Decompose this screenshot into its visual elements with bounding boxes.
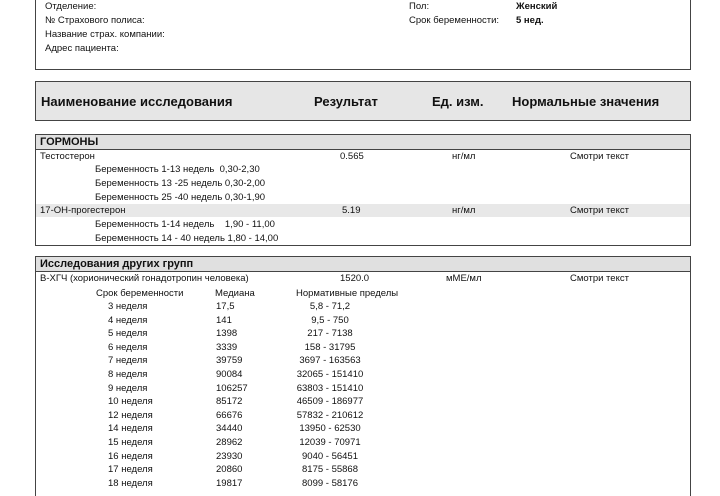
hcg-row-median: 141 — [216, 315, 232, 326]
range-line: Беременность 25 -40 недель 0,30-1,90 — [95, 192, 266, 203]
hcg-row-range: 46509 - 186977 — [296, 396, 364, 407]
hcg-row-range: 5,8 - 71,2 — [309, 301, 351, 312]
hcg-row-range: 8175 - 55868 — [302, 464, 358, 475]
pregnancy-term-value: 5 нед. — [516, 15, 544, 26]
other-title-divider — [36, 271, 690, 272]
test-unit-testosterone: нг/мл — [452, 151, 476, 162]
hcg-row-median: 19817 — [216, 478, 243, 489]
hcg-row-week: 5 неделя — [108, 328, 148, 339]
insurer-label: Название страх. компании: — [45, 29, 165, 40]
policy-label: № Страхового полиса: — [45, 15, 145, 26]
hcg-row-week: 18 неделя — [108, 478, 153, 489]
hcg-row-median: 1398 — [216, 328, 238, 339]
hcg-row-range: 9,5 - 750 — [311, 315, 349, 326]
column-header-name: Наименование исследования — [41, 94, 233, 109]
sex-value: Женский — [516, 1, 558, 12]
hcg-row-week: 3 неделя — [108, 301, 148, 312]
hcg-row-range: 32065 - 151410 — [296, 369, 364, 380]
column-header-result: Результат — [314, 94, 378, 109]
hcg-row-range: 217 - 7138 — [307, 328, 353, 339]
hcg-row-range: 57832 - 210612 — [296, 410, 364, 421]
hcg-row-range: 63803 - 151410 — [296, 383, 364, 394]
hcg-row-range: 158 - 31795 — [304, 342, 356, 353]
range-line: Беременность 14 - 40 недель 1,80 - 14,00 — [95, 233, 279, 244]
department-label: Отделение: — [45, 1, 97, 12]
hcg-row-median: 85172 — [216, 396, 243, 407]
hormones-title: ГОРМОНЫ — [40, 136, 99, 148]
pregnancy-term-label: Срок беременности: — [409, 15, 500, 26]
hcg-row-range: 13950 - 62530 — [299, 423, 361, 434]
hcg-row-median: 3339 — [216, 342, 238, 353]
test-unit-17oh-progesterone: нг/мл — [452, 205, 476, 216]
hcg-row-week: 14 неделя — [108, 423, 153, 434]
hormones-title-divider — [36, 149, 690, 150]
test-name-17oh-progesterone: 17-ОН-прогестерон — [40, 205, 126, 216]
hcg-row-week: 15 неделя — [108, 437, 153, 448]
address-label: Адрес пациента: — [45, 43, 119, 54]
hcg-row-week: 8 неделя — [108, 369, 148, 380]
hcg-row-range: 3697 - 163563 — [299, 355, 361, 366]
hcg-row-week: 17 неделя — [108, 464, 153, 475]
hcg-row-week: 16 неделя — [108, 451, 153, 462]
test-unit-hcg: мМЕ/мл — [446, 273, 482, 284]
hcg-row-week: 6 неделя — [108, 342, 148, 353]
hcg-row-median: 23930 — [216, 451, 243, 462]
hcg-row-median: 90084 — [216, 369, 243, 380]
range-line: Беременность 13 -25 недель 0,30-2,00 — [95, 178, 266, 189]
column-header-normal: Нормальные значения — [512, 94, 660, 109]
hcg-row-median: 17,5 — [216, 301, 235, 312]
hcg-row-median: 28962 — [216, 437, 243, 448]
hcg-row-week: 10 неделя — [108, 396, 153, 407]
test-normal-testosterone: Смотри текст — [570, 151, 629, 162]
test-normal-17oh-progesterone: Смотри текст — [570, 205, 629, 216]
test-result-testosterone: 0.565 — [340, 151, 364, 162]
hormones-title-bar — [36, 135, 690, 149]
hcg-row-range: 9040 - 56451 — [302, 451, 358, 462]
hcg-row-median: 39759 — [216, 355, 243, 366]
hcg-row-week: 7 неделя — [108, 355, 148, 366]
hcg-row-median: 106257 — [216, 383, 248, 394]
hcg-row-range: 8099 - 58176 — [302, 478, 358, 489]
other-title: Исследования других групп — [40, 258, 194, 270]
subtable-header-term: Срок беременности — [96, 288, 184, 299]
hcg-row-week: 4 неделя — [108, 315, 148, 326]
subtable-header-limits: Нормативные пределы — [296, 288, 399, 299]
hcg-row-median: 20860 — [216, 464, 243, 475]
hcg-row-median: 34440 — [216, 423, 243, 434]
test-result-hcg: 1520.0 — [340, 273, 370, 284]
range-line: Беременность 1-13 недель 0,30-2,30 — [95, 164, 260, 175]
test-result-17oh-progesterone: 5.19 — [342, 205, 361, 216]
range-line: Беременность 1-14 недель 1,90 - 11,00 — [95, 219, 275, 230]
subtable-header-median: Медиана — [215, 288, 255, 299]
test-name-hcg: В-ХГЧ (хорионический гонадотропин человека) — [40, 273, 249, 284]
test-normal-hcg: Смотри текст — [570, 273, 629, 284]
test-name-testosterone: Тестостерон — [40, 151, 95, 162]
hcg-row-range: 12039 - 70971 — [299, 437, 361, 448]
hcg-row-week: 12 неделя — [108, 410, 153, 421]
hcg-row-week: 9 неделя — [108, 383, 148, 394]
hcg-row-median: 66676 — [216, 410, 243, 421]
sex-label: Пол: — [409, 1, 430, 12]
column-header-unit: Ед. изм. — [432, 94, 484, 109]
